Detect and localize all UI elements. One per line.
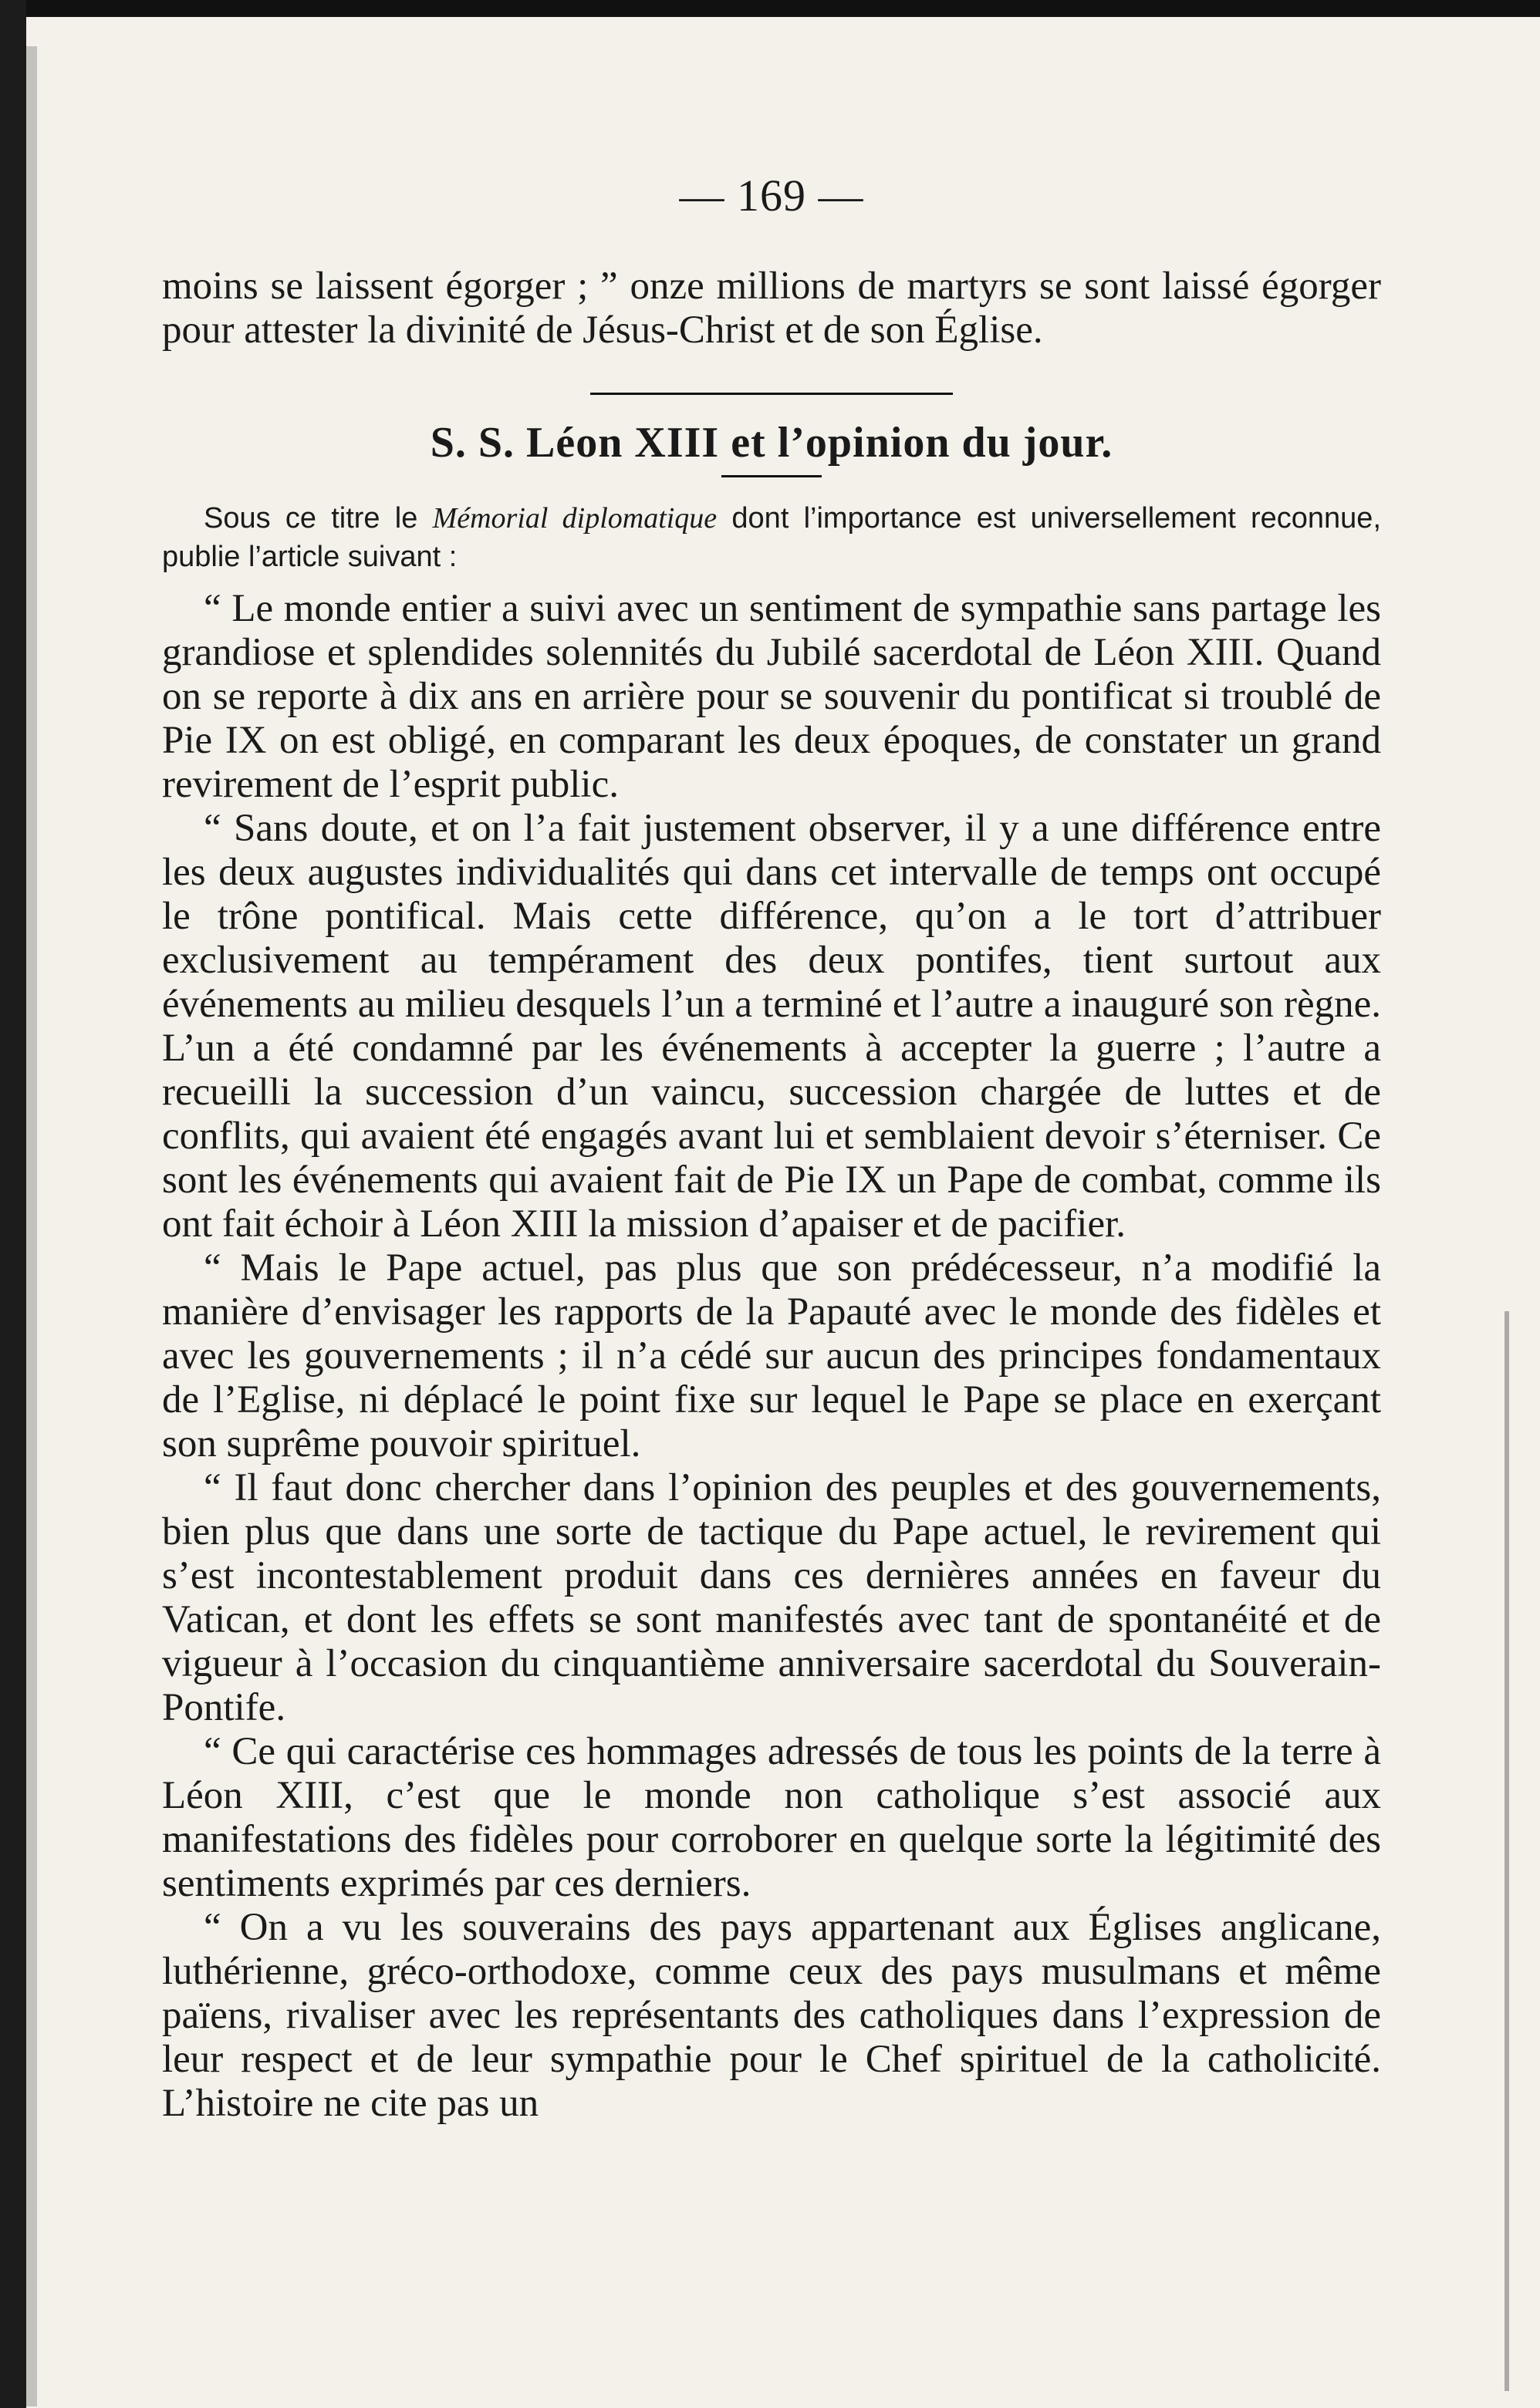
page-number: — 169 — [679,170,864,221]
scan-top-edge [0,0,1540,17]
opening-text: moins se laissent égorger ; ” onze millions de martyrs se sont laissé égorger pour attester la divinité de Jésus-Christ et de son Église. [162,265,1381,352]
paragraph-2: “ Sans doute, et on l’a fait justement observer, il y a une différence entre les deux augustes individualités qui dans cet intervalle de temps ont occupé le trône pontifical. Mais cette différence, qu’on a le tort d’attribuer exclusivement au tempérament des deux pontifes, tient surtout aux événements au milieu desquels l’un a terminé et l’autre a inauguré son règne. L’un a été condamné par les événements à accepter la guerre ; l’autre a recueilli la succession d’un vaincu, succession chargée de luttes et de conflits, qui avaient été engagés avant lui et semblaient devoir s’éterniser. Ce sont les événements qui avaient fait de Pie IX un Pape de combat, comme ils ont fait échoir à Léon XIII la mission d’apaiser et de pacifier. [162,807,1381,1246]
title-underline [721,475,822,477]
section-divider [590,393,953,395]
intro-before: Sous ce titre le [204,502,433,535]
paragraph-1: “ Le monde entier a suivi avec un sentiment de sympathie sans partage les grandiose et splendides solennités du Jubilé sacerdotal de Léon XIII. Quand on se reporte à dix ans en arrière pour se souvenir du pontificat si troublé de Pie IX on est obligé, en comparant les deux époques, de constater un grand revirement de l’esprit public. [162,587,1381,806]
intro-after: dont l’importance est universellement reconnue, publie l’article suivant : [162,502,1381,573]
intro-publication-title: Mémorial diplomatique [432,502,718,535]
paragraph-5: “ Ce qui caractérise ces hommages adressés de tous les points de la terre à Léon XIII, c’est que le monde non catholique s’est associé aux manifestations des fidèles pour corroborer en quelque sorte la légitimité des sentiments exprimés par ces derniers. [162,1730,1381,1905]
document-page [162,116,1381,2126]
section-title: S. S. Léon XIII et l’opinion du jour. [430,419,1113,467]
scan-binding-shadow [26,46,37,2406]
paragraph-6: “ On a vu les souverains des pays appartenant aux Églises anglicane, luthérienne, gréco-orthodoxe, comme ceux des pays musulmans et même païens, rivaliser avec les représentants des catholiques dans l’expression de leur respect et de leur sympathie pour le Chef spirituel de la catholicité. L’histoire ne cite pas un [162,1906,1381,2125]
scan-binding-edge [0,0,26,2408]
intro-paragraph [162,499,1381,576]
scan-right-edge [1505,1311,1509,2391]
paragraph-3: “ Mais le Pape actuel, pas plus que son prédécesseur, n’a modifié la manière d’envisager les rapports de la Papauté avec le monde des fidèles et avec les gouvernements ; il n’a cédé sur aucun des principes fondamentaux de l’Eglise, ni déplacé le point fixe sur lequel le Pape se place en exerçant son suprême pouvoir spirituel. [162,1246,1381,1465]
paragraph-4: “ Il faut donc chercher dans l’opinion des peuples et des gouvernements, bien plus que dans une sorte de tactique du Pape actuel, le revirement qui s’est incontestablement produit dans ces dernières années en faveur du Vatican, et dont les effets se sont manifestés avec tant de spontanéité et de vigueur à l’occasion du cinquantième anniversaire sacerdotal du Souverain-Pontife. [162,1466,1381,1729]
